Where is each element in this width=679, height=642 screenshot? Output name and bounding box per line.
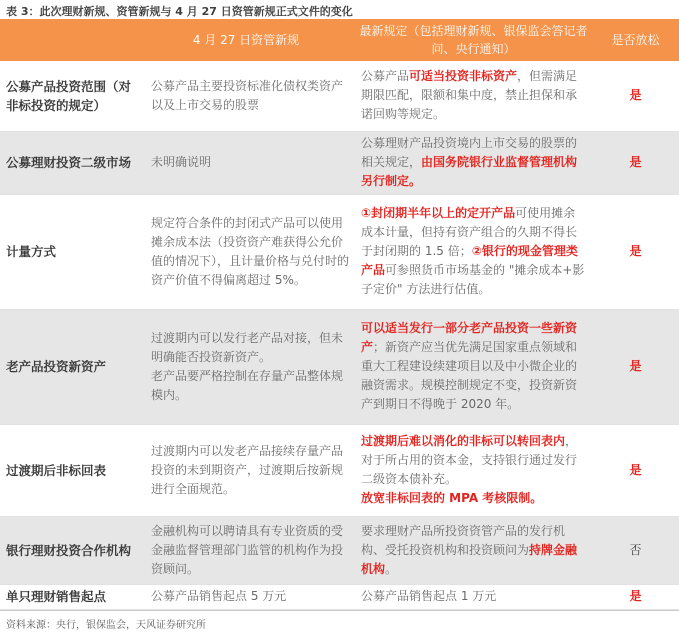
- row-new-rule: [355, 424, 592, 516]
- row-category: 计量方式: [0, 194, 137, 309]
- row-old-rule: 过渡期内可以发老产品接续存量产品投资的未到期资产，过渡期后按新规进行全面规范。: [137, 424, 355, 516]
- row-category: 过渡期后非标回表: [0, 424, 137, 516]
- comparison-table: [0, 19, 679, 610]
- highlighted-text: 可适当投资非标资产: [409, 69, 518, 84]
- row-old-rule: 公募产品主要投资标准化债权类资产以及上市交易的股票: [137, 61, 355, 131]
- table-row: [0, 61, 679, 131]
- row-category: 单只理财销售起点: [0, 584, 137, 609]
- rule-text: 公募产品: [361, 69, 410, 84]
- highlighted-text: 放宽非标回表的 MPA 考核限制。: [361, 491, 543, 505]
- header-row: [0, 19, 679, 61]
- rule-text: ，但需满足期限匹配，限额和集中度，禁止担保和承诺回购等规定。: [361, 69, 578, 122]
- row-relaxed: 是: [592, 194, 679, 309]
- row-old-rule: 未明确说明: [137, 131, 355, 194]
- table-row: [0, 194, 679, 309]
- highlighted-text: 可以适当发行一部分老产品投资一些新资产: [361, 321, 578, 354]
- header-category: [0, 19, 137, 61]
- row-category: 银行理财投资合作机构: [0, 516, 137, 584]
- row-new-rule: [355, 584, 592, 609]
- row-category: 公募产品投资范围（对非标投资的规定）: [0, 61, 137, 131]
- highlighted-text: ①封闭期半年以上的定开产品: [361, 206, 516, 220]
- highlighted-text: 持牌金融机构: [361, 542, 578, 576]
- table-body: [0, 61, 679, 609]
- row-new-rule: [355, 131, 592, 194]
- table-row: [0, 584, 679, 609]
- rule-text: 。: [385, 561, 398, 576]
- row-new-rule: [355, 61, 592, 131]
- row-relaxed: 是: [592, 309, 679, 424]
- row-new-rule: [355, 194, 592, 309]
- row-old-rule: 过渡期内可以发行老产品对接，但未明确能否投资新资产。 老产品要严格控制在存量产品整体规模内。: [137, 309, 355, 424]
- row-relaxed: 是: [592, 61, 679, 131]
- table-row: [0, 309, 679, 424]
- highlighted-text: ②银行的现金管理类产品: [361, 244, 578, 277]
- row-relaxed: 是: [592, 131, 679, 194]
- row-old-rule: 金融机构可以聘请具有专业资质的受金融监督管理部门监管的机构作为投资顾问。: [137, 516, 355, 584]
- table-row: [0, 516, 679, 584]
- table-row: [0, 131, 679, 194]
- rule-text: 公募产品销售起点 1 万元: [361, 589, 497, 603]
- row-category: 老产品投资新资产: [0, 309, 137, 424]
- rule-text: 要求理财产品所投资资管产品的发行机构、受托投资机构和投资顾问为: [361, 523, 566, 557]
- row-new-rule: [355, 309, 592, 424]
- header-old-rules: 4 月 27 日资管新规: [137, 19, 355, 61]
- rule-text: ；新资产应当优先满足国家重点领域和重大工程建设续建项目以及中小微企业的融资需求。规模控制规定不变，投资新资产到期日不得晚于 2020 年。: [361, 340, 578, 411]
- row-relaxed: 是: [592, 424, 679, 516]
- row-old-rule: 公募产品销售起点 5 万元: [137, 584, 355, 609]
- row-relaxed: 是: [592, 584, 679, 609]
- table-title: 表 3：此次理财新规、资管新规与 4 月 27 日资管新规正式文件的变化: [6, 5, 353, 18]
- rule-text: ，对于所占用的资本金，支持银行通过发行二级资本债补充。: [361, 434, 578, 486]
- highlighted-text: 由国务院银行业监督管理机构另行制定。: [361, 155, 578, 188]
- row-category: 公募理财投资二级市场: [0, 131, 137, 194]
- table-row: [0, 424, 679, 516]
- rule-text: 可使用摊余成本计量，但持有资产组合的久期不得长于封闭期的 1.5 倍；: [361, 206, 578, 258]
- row-relaxed: 否: [592, 516, 679, 584]
- highlighted-text: 过渡期后难以消化的非标可以转回表内: [361, 434, 566, 448]
- rule-text: 可参照货币市场基金的 "摊余成本+影子定价" 方法进行估值。: [361, 263, 585, 296]
- header-relaxed: 是否放松: [592, 19, 679, 61]
- row-new-rule: [355, 516, 592, 584]
- header-new-rules: 最新规定（包括理财新规、银保监会答记者问、央行通知）: [355, 19, 592, 61]
- rule-text: 公募理财产品投资境内上市交易的股票的相关规定，: [361, 136, 578, 169]
- row-old-rule: 规定符合条件的封闭式产品可以使用摊余成本法（投资资产难获得公允价值的情况下），且计量价格与兑付时的资产价值不得偏离超过 5%。: [137, 194, 355, 309]
- source-note: 资料来源：央行，银保监会，天风证券研究所: [0, 610, 679, 632]
